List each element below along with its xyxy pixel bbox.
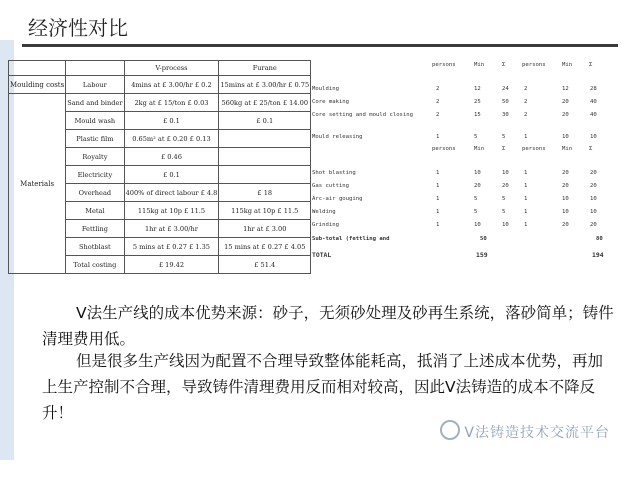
table-row bbox=[312, 134, 624, 143]
cell: 1 bbox=[524, 183, 528, 189]
col-persons: persons bbox=[432, 62, 456, 68]
cell: 5 bbox=[474, 209, 478, 215]
cell: 30 bbox=[502, 112, 509, 118]
f-value: £ 51.4 bbox=[219, 256, 311, 274]
row-label: Welding bbox=[312, 209, 336, 215]
table-row bbox=[9, 76, 311, 94]
f-value: 15 mins at £ 0.27 £ 4.05 bbox=[219, 238, 311, 256]
f-value: £ 18 bbox=[219, 184, 311, 202]
cell: 1 bbox=[524, 196, 528, 202]
cell: 10 bbox=[590, 134, 597, 140]
subtotal-f: 80 bbox=[596, 236, 603, 242]
row-label: Grinding bbox=[312, 222, 339, 228]
col-sigma: Σ bbox=[502, 146, 506, 152]
table-row bbox=[312, 170, 624, 179]
cell: 20 bbox=[590, 183, 597, 189]
cell: 1 bbox=[436, 209, 440, 215]
cell: 20 bbox=[562, 183, 569, 189]
row-label: Shot blasting bbox=[312, 170, 356, 176]
cell: 5 bbox=[474, 134, 478, 140]
col-persons: persons bbox=[522, 146, 546, 152]
cell: 10 bbox=[590, 209, 597, 215]
table-row bbox=[312, 196, 624, 205]
subtotal-label: Sub-total (fettling and bbox=[312, 236, 390, 242]
table-row bbox=[9, 94, 311, 112]
table-row bbox=[312, 86, 624, 95]
cell: 1 bbox=[436, 196, 440, 202]
cell: 10 bbox=[562, 196, 569, 202]
f-value bbox=[219, 166, 311, 184]
col-persons: persons bbox=[522, 62, 546, 68]
wechat-watermark bbox=[440, 420, 610, 442]
v-value: 115kg at 10p £ 11.5 bbox=[124, 202, 219, 220]
header-cell bbox=[9, 61, 66, 76]
paragraph-cost-issue: 但是很多生产线因为配置不合理导致整体能耗高，抵消了上述成本优势，再加上生产控制不合理，导致铸件清理费用反而相对较高，因此V法铸造的成本不降反升！ bbox=[42, 352, 604, 422]
v-value: £ 0.46 bbox=[124, 148, 219, 166]
col-min: Min bbox=[474, 146, 485, 152]
f-value: 115kg at 10p £ 11.5 bbox=[219, 202, 311, 220]
cell: 10 bbox=[590, 196, 597, 202]
cell: 20 bbox=[562, 112, 569, 118]
cell: 24 bbox=[502, 86, 509, 92]
row-item: Mould wash bbox=[66, 112, 124, 130]
cell: 1 bbox=[524, 170, 528, 176]
cell: 20 bbox=[562, 99, 569, 105]
cell: 1 bbox=[436, 222, 440, 228]
header-cell bbox=[66, 61, 124, 76]
total-label: TOTAL bbox=[312, 251, 332, 259]
v-value: 400% of direct labour £ 4.8 bbox=[124, 184, 219, 202]
cell: 1 bbox=[524, 134, 528, 140]
row-item: Royalty bbox=[66, 148, 124, 166]
f-value bbox=[219, 148, 311, 166]
table-row bbox=[312, 209, 624, 218]
cell: 10 bbox=[502, 170, 509, 176]
cell: 40 bbox=[590, 99, 597, 105]
table-row bbox=[312, 183, 624, 192]
row-item: Shotblast bbox=[66, 238, 124, 256]
total-f: 194 bbox=[592, 251, 604, 259]
row-item: Metal bbox=[66, 202, 124, 220]
table-row bbox=[312, 99, 624, 108]
cell: 28 bbox=[590, 86, 597, 92]
col-sigma: Σ bbox=[589, 146, 593, 152]
row-label: Core making bbox=[312, 99, 350, 105]
cell: 5 bbox=[502, 209, 506, 215]
row-label: Moulding bbox=[312, 86, 339, 92]
cell: 10 bbox=[474, 170, 481, 176]
cell: 20 bbox=[562, 222, 569, 228]
row-item: Sand and binder bbox=[66, 94, 124, 112]
cell: 2 bbox=[524, 112, 528, 118]
col-min: Min bbox=[562, 62, 573, 68]
header-furane: Furane bbox=[219, 61, 311, 76]
cell: 10 bbox=[562, 209, 569, 215]
cost-comparison-table bbox=[8, 60, 311, 274]
cell: 15 bbox=[474, 112, 481, 118]
col-persons: persons bbox=[432, 146, 456, 152]
paragraph-cost-advantage: V法生产线的成本优势来源：砂子，无须砂处理及砂再生系统，落砂简单；铸件清理费用低。 bbox=[42, 304, 614, 348]
row-label: Gas cutting bbox=[312, 183, 350, 189]
cell: 2 bbox=[436, 99, 440, 105]
f-value: 1hr at £ 3.00 bbox=[219, 220, 311, 238]
cell: 1 bbox=[524, 222, 528, 228]
cell: 10 bbox=[474, 222, 481, 228]
v-value: £ 0.1 bbox=[124, 166, 219, 184]
cell: 20 bbox=[590, 222, 597, 228]
cell: 50 bbox=[502, 99, 509, 105]
header-v-process: V-process bbox=[124, 61, 219, 76]
cell: 2 bbox=[436, 86, 440, 92]
total-row bbox=[312, 251, 624, 260]
col-min: Min bbox=[474, 62, 485, 68]
row-item: Plastic film bbox=[66, 130, 124, 148]
cell: 1 bbox=[524, 209, 528, 215]
cell: 2 bbox=[436, 112, 440, 118]
v-value: 2kg at £ 15/ton £ 0.03 bbox=[124, 94, 219, 112]
col-sigma: Σ bbox=[589, 62, 593, 68]
cell: 12 bbox=[562, 86, 569, 92]
row-label: Arc-air gouging bbox=[312, 196, 363, 202]
watermark-text: V法铸造技术交流平台 bbox=[464, 425, 610, 441]
table-row bbox=[312, 112, 624, 121]
subtotal-row bbox=[312, 236, 624, 245]
v-value: £ 0.1 bbox=[124, 112, 219, 130]
v-value: 0.65m² at £ 0.20 £ 0.13 bbox=[124, 130, 219, 148]
cell: 20 bbox=[474, 183, 481, 189]
row-item: Electricity bbox=[66, 166, 124, 184]
f-value: £ 0.1 bbox=[219, 112, 311, 130]
cell: 10 bbox=[502, 222, 509, 228]
table-header-row bbox=[9, 61, 311, 76]
subtotal-v: 50 bbox=[480, 236, 487, 242]
cell: 1 bbox=[436, 170, 440, 176]
table-header-row bbox=[312, 146, 624, 155]
cell: 1 bbox=[436, 134, 440, 140]
cell: 5 bbox=[502, 134, 506, 140]
slide-title: 经济性对比 bbox=[28, 16, 128, 40]
col-sigma: Σ bbox=[502, 62, 506, 68]
cell: 1 bbox=[436, 183, 440, 189]
cell: 5 bbox=[502, 196, 506, 202]
v-value: £ 19.42 bbox=[124, 256, 219, 274]
row-item: Total costing bbox=[66, 256, 124, 274]
group-materials: Materials bbox=[9, 94, 66, 274]
row-label: Core setting and mould closing bbox=[312, 112, 414, 118]
row-item: Fettling bbox=[66, 220, 124, 238]
row-item: Labour bbox=[66, 76, 124, 94]
cell: 25 bbox=[474, 99, 481, 105]
cell: 2 bbox=[524, 86, 528, 92]
v-value: 4mins at £ 3.00/hr £ 0.2 bbox=[124, 76, 219, 94]
table-header-row bbox=[312, 62, 624, 71]
cell: 5 bbox=[474, 196, 478, 202]
row-label: Mould releasing bbox=[312, 134, 363, 140]
col-min: Min bbox=[562, 146, 573, 152]
group-moulding-costs: Moulding costs bbox=[9, 76, 66, 94]
title-divider bbox=[22, 44, 618, 47]
cell: 40 bbox=[590, 112, 597, 118]
row-item: Overhead bbox=[66, 184, 124, 202]
cell: 10 bbox=[562, 134, 569, 140]
v-value: 5 mins at £ 0.27 £ 1.35 bbox=[124, 238, 219, 256]
f-value bbox=[219, 130, 311, 148]
v-value: 1hr at £ 3.00/hr bbox=[124, 220, 219, 238]
cell: 20 bbox=[590, 170, 597, 176]
table-row bbox=[312, 222, 624, 231]
f-value: 560kg at £ 25/ton £ 14.00 bbox=[219, 94, 311, 112]
cell: 20 bbox=[562, 170, 569, 176]
f-value: 15mins at £ 3.00/hr £ 0.75 bbox=[219, 76, 311, 94]
total-v: 159 bbox=[476, 251, 488, 259]
cell: 12 bbox=[474, 86, 481, 92]
wechat-icon bbox=[440, 420, 460, 440]
cell: 2 bbox=[524, 99, 528, 105]
cell: 20 bbox=[502, 183, 509, 189]
